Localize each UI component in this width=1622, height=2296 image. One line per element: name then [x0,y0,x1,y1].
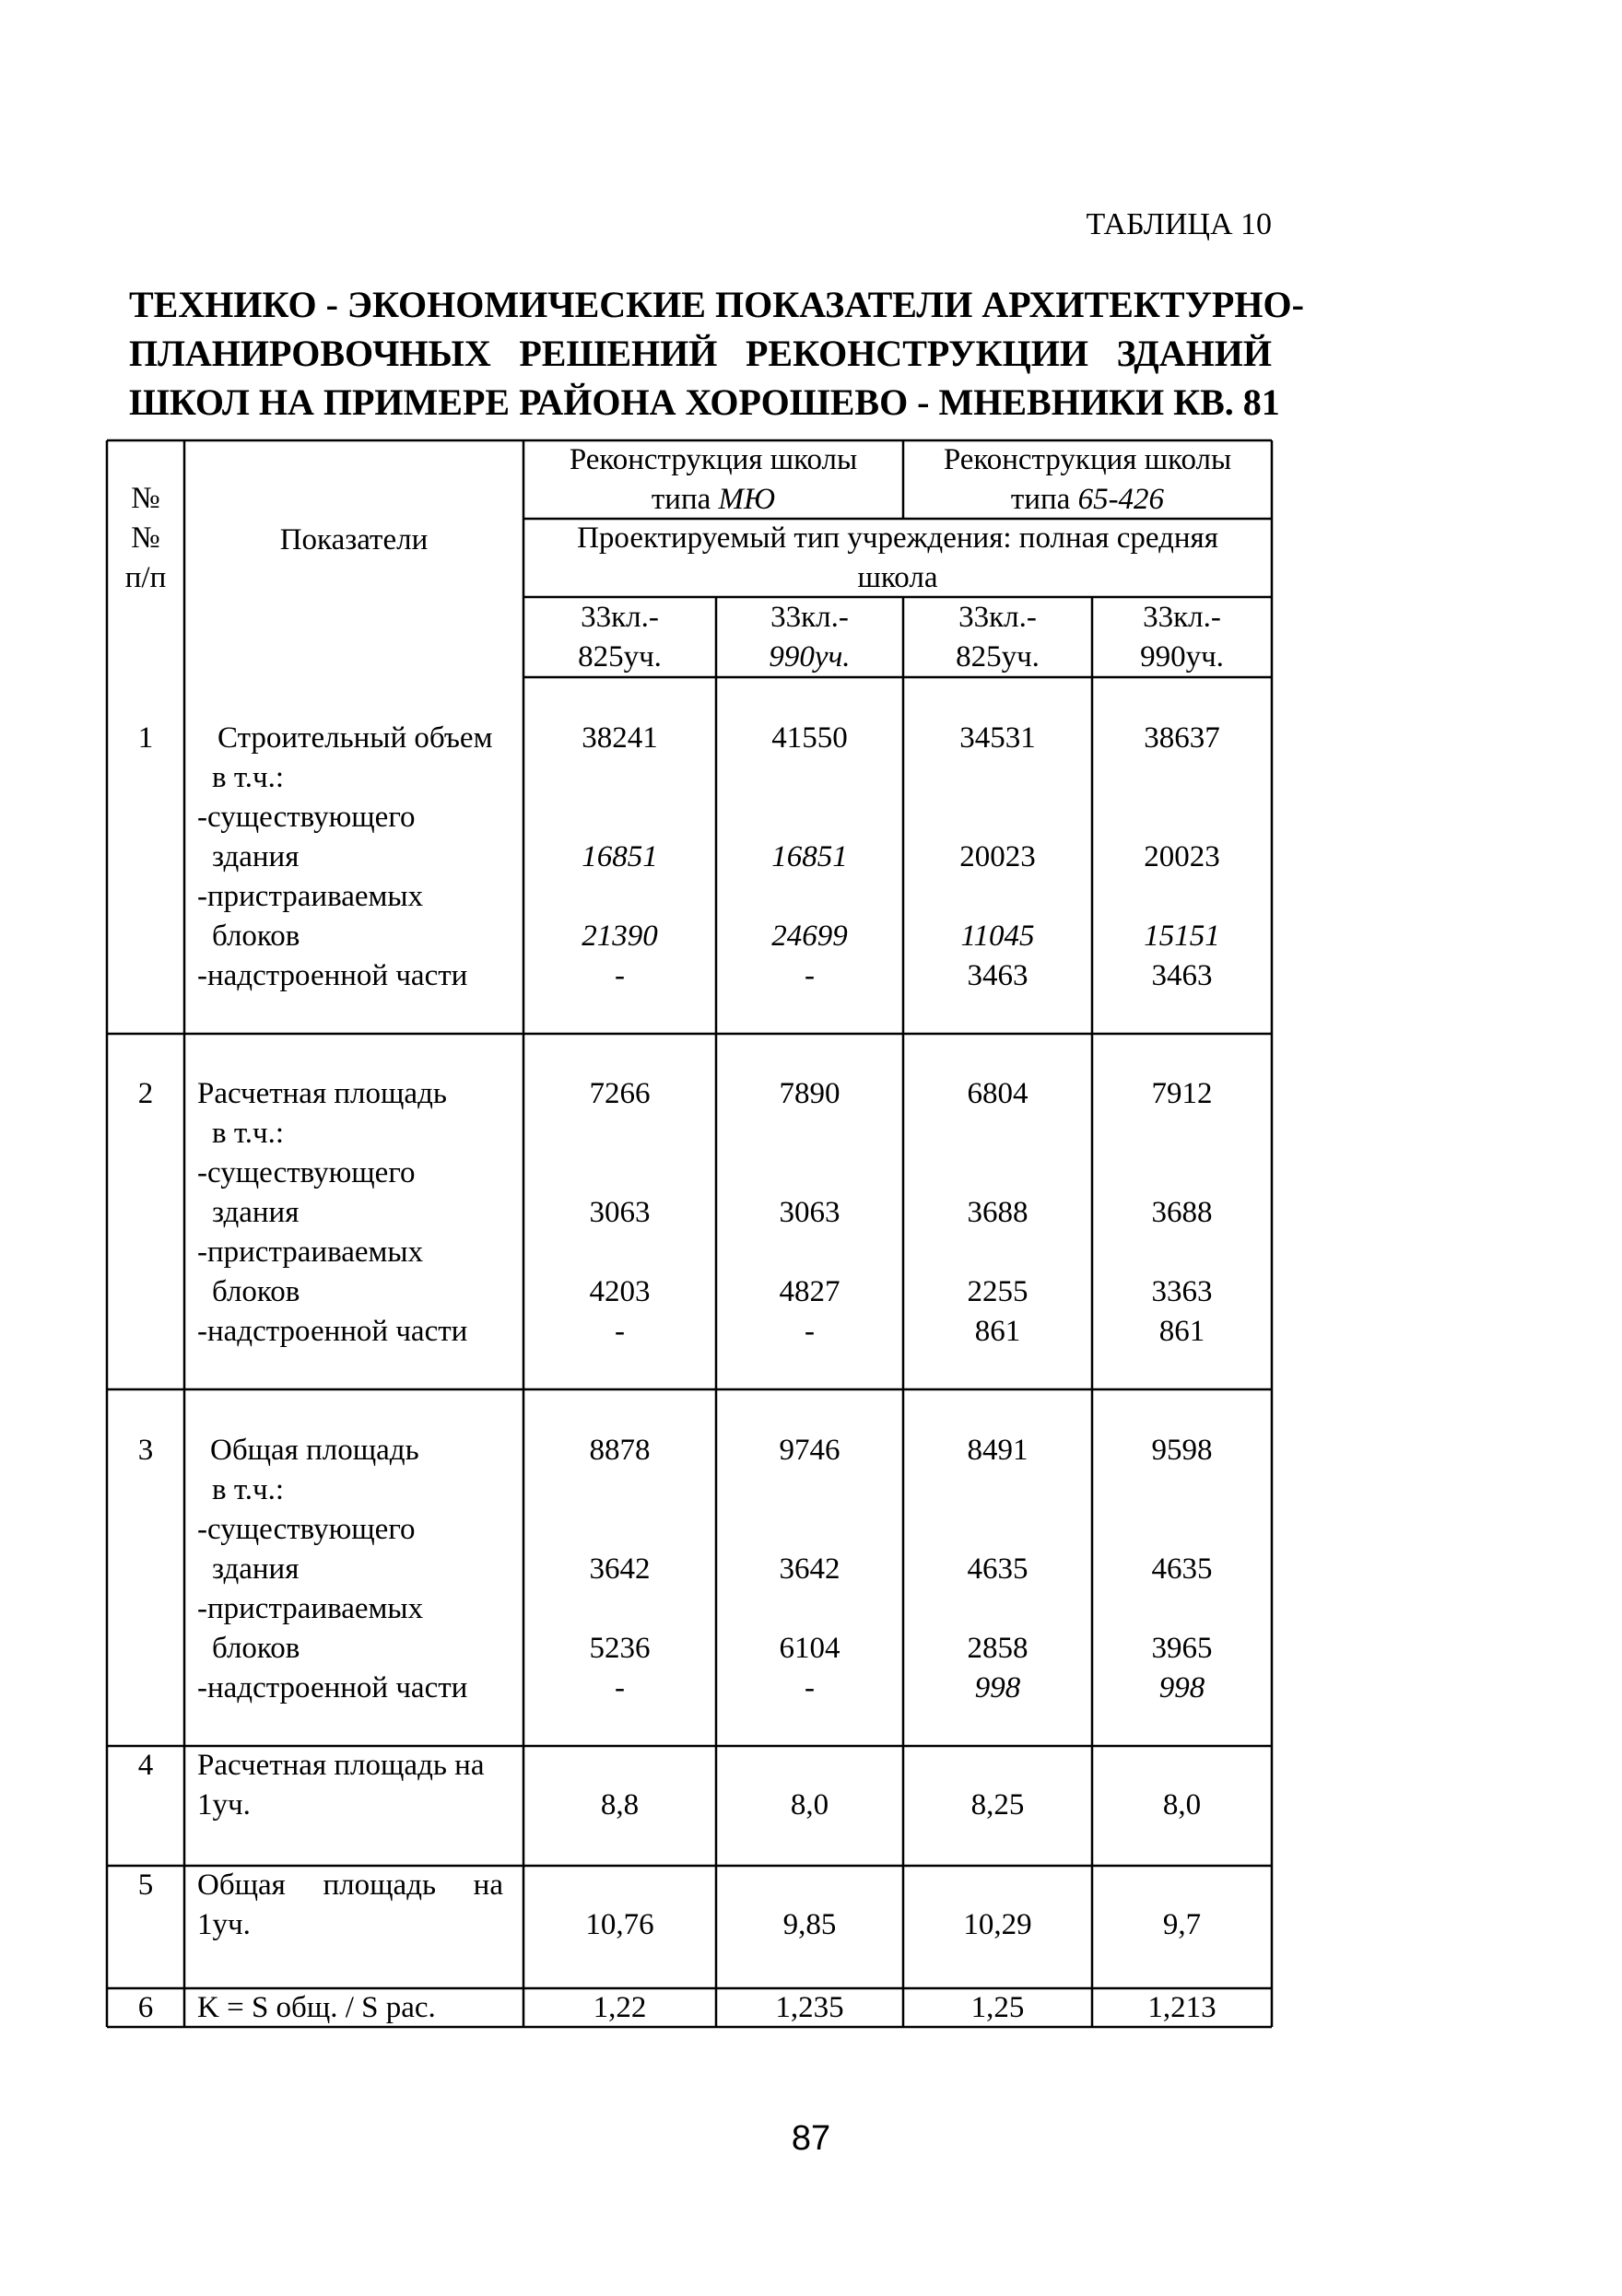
value-cell: 1,22 [593,1991,647,2024]
value-superstructure: 861 [974,1315,1021,1348]
row-number: 1 [137,721,154,755]
value-superstructure: 998 [1158,1671,1205,1704]
row-label [197,1074,522,1352]
row-label [197,719,522,996]
row-label-incl: в т.ч.: [212,1473,285,1506]
value-blocks: 2858 [967,1632,1028,1665]
value-column [716,1074,903,1352]
row-label-line: 1уч. [197,1908,251,1941]
value-superstructure: 998 [974,1671,1021,1704]
value-total: 34531 [959,721,1036,755]
value-column [903,719,1092,996]
value-blocks: 24699 [771,920,848,953]
value-blocks: 11045 [960,920,1035,953]
row-label-superstructure: -надстроенной части [197,959,468,992]
header-col-line: 33кл.- [958,601,1037,634]
value-superstructure: - [805,959,815,992]
value-existing: 3688 [967,1196,1028,1229]
value-superstructure: - [615,959,625,992]
value-superstructure: 861 [1158,1315,1205,1348]
value-superstructure: 3463 [967,959,1028,992]
header-col-line: 825уч. [578,640,662,674]
value-cell: 1,25 [970,1991,1025,2024]
value-existing: 3688 [1151,1196,1213,1229]
row-label: K = S общ. / S рас. [197,1991,436,2024]
title-line: ШКОЛ НА ПРИМЕРЕ РАЙОНА ХОРОШЕВО - МНЕВНИКИ КВ. 81 [129,381,1280,423]
header-col [716,598,903,677]
header-group-line: Реконструкция школы [569,443,858,476]
value-blocks: 4203 [589,1275,651,1308]
header-group-type: 65-426 [1077,483,1165,516]
row-label-blocks: -пристраиваемых [197,1236,424,1269]
row-label-main: Расчетная площадь [197,1077,447,1110]
value-total: 6804 [967,1077,1028,1110]
value-superstructure: 3463 [1151,959,1213,992]
value-column [523,719,716,996]
row-label-line: Расчетная площадь на [197,1749,485,1782]
value-existing: 3063 [779,1196,840,1229]
value-total: 41550 [771,721,848,755]
value-blocks: 2255 [967,1275,1028,1308]
header-col-line: 990уч. [1140,640,1224,674]
header-col [903,598,1092,677]
row-label-existing: здания [212,1552,300,1586]
row-label-main: Общая площадь [210,1434,419,1467]
header-col-line: 33кл.- [1143,601,1221,634]
value-blocks: 3965 [1151,1632,1213,1665]
row-number: 3 [137,1434,154,1467]
value-column [523,1431,716,1708]
value-cell: 10,29 [963,1908,1032,1941]
row-label-main: Строительный объем [217,721,493,755]
title-line: ТЕХНИКО - ЭКОНОМИЧЕСКИЕ ПОКАЗАТЕЛИ АРХИТЕКТУРНО- [129,284,1304,325]
value-column [523,1074,716,1352]
title-line: ПЛАНИРОВОЧНЫХ РЕШЕНИЙ РЕКОНСТРУКЦИИ ЗДАНИЙ [129,333,1272,374]
value-column [716,719,903,996]
row-label-incl: в т.ч.: [212,1117,285,1150]
row-label-blocks: -пристраиваемых [197,1592,424,1625]
value-blocks: 21390 [582,920,658,953]
value-cell: 8,0 [1162,1788,1202,1822]
row-label-existing: -существующего [197,1156,416,1189]
row-label [197,1866,503,1945]
value-blocks: 6104 [779,1632,840,1665]
value-existing: 16851 [771,840,848,873]
value-total: 7912 [1151,1077,1213,1110]
value-total: 38241 [582,721,658,755]
header-col-line: 33кл.- [770,601,849,634]
header-group-type: МЮ [718,483,776,516]
value-superstructure: - [805,1315,815,1348]
row-number: 4 [137,1749,154,1782]
value-existing: 3642 [779,1552,840,1586]
value-blocks: 15151 [1144,920,1220,953]
row-label [197,1746,522,1825]
header-designed-type [523,519,1272,598]
row-label-existing: здания [212,840,300,873]
value-superstructure: - [615,1315,625,1348]
value-column [716,1431,903,1708]
value-total: 38637 [1144,721,1220,755]
value-cell: 8,25 [970,1788,1025,1822]
value-superstructure: - [615,1671,625,1704]
row-label-blocks: -пристраиваемых [197,880,424,913]
header-group-mu [523,440,903,520]
header-group-line: Реконструкция школы [943,443,1232,476]
header-designed-line: Проектируемый тип учреждения: полная средняя [577,521,1218,555]
row-label-blocks: блоков [212,920,300,953]
row-label-blocks: блоков [212,1275,300,1308]
header-number [107,479,184,598]
value-cell: 8,8 [600,1788,640,1822]
header-group-prefix: типа [1010,483,1078,516]
value-cell: 9,85 [782,1908,837,1941]
header-group-prefix: типа [651,483,719,516]
value-column [903,1431,1092,1708]
header-col-line: 825уч. [956,640,1040,674]
value-total: 7266 [589,1077,651,1110]
value-existing: 3063 [589,1196,651,1229]
header-group-65-426 [903,440,1272,520]
page-number: 87 [791,2119,831,2158]
row-label-existing: здания [212,1196,300,1229]
header-col [1092,598,1272,677]
value-blocks: 3363 [1151,1275,1213,1308]
value-column [1092,1431,1272,1708]
header-number-line: № [131,521,160,555]
table-label: ТАБЛИЦА 10 [1086,207,1272,241]
value-existing: 20023 [1144,840,1220,873]
row-label-blocks: блоков [212,1632,300,1665]
value-cell: 1,235 [775,1991,844,2024]
row-label-line: Общая площадь на [197,1868,503,1902]
value-cell: 9,7 [1162,1908,1202,1941]
value-existing: 4635 [1151,1552,1213,1586]
value-total: 7890 [779,1077,840,1110]
value-cell: 8,0 [790,1788,829,1822]
header-indicators: Показатели [279,523,429,556]
value-column [1092,719,1272,996]
value-existing: 3642 [589,1552,651,1586]
row-label-existing: -существующего [197,1513,416,1546]
row-label-superstructure: -надстроенной части [197,1671,468,1704]
row-label [197,1431,522,1708]
value-superstructure: - [805,1671,815,1704]
row-label-incl: в т.ч.: [212,761,285,794]
row-label-line: 1уч. [197,1788,251,1822]
header-col [523,598,716,677]
value-existing: 4635 [967,1552,1028,1586]
header-designed-line: школа [857,561,938,594]
value-existing: 16851 [582,840,658,873]
header-col-line: 990уч. [769,640,851,674]
value-cell: 10,76 [585,1908,654,1941]
row-number: 2 [137,1077,154,1110]
value-cell: 1,213 [1147,1991,1216,2024]
value-total: 9598 [1151,1434,1213,1467]
value-blocks: 4827 [779,1275,840,1308]
value-total: 8878 [589,1434,651,1467]
value-column [903,1074,1092,1352]
header-number-line: п/п [124,561,167,594]
value-blocks: 5236 [589,1632,651,1665]
header-col-line: 33кл.- [581,601,659,634]
row-label-existing: -существующего [197,801,416,834]
row-number: 5 [137,1868,154,1902]
row-number: 6 [137,1991,154,2024]
value-total: 8491 [967,1434,1028,1467]
row-label-superstructure: -надстроенной части [197,1315,468,1348]
value-column [1092,1074,1272,1352]
value-total: 9746 [779,1434,840,1467]
value-existing: 20023 [959,840,1036,873]
header-number-line: № [131,482,160,515]
